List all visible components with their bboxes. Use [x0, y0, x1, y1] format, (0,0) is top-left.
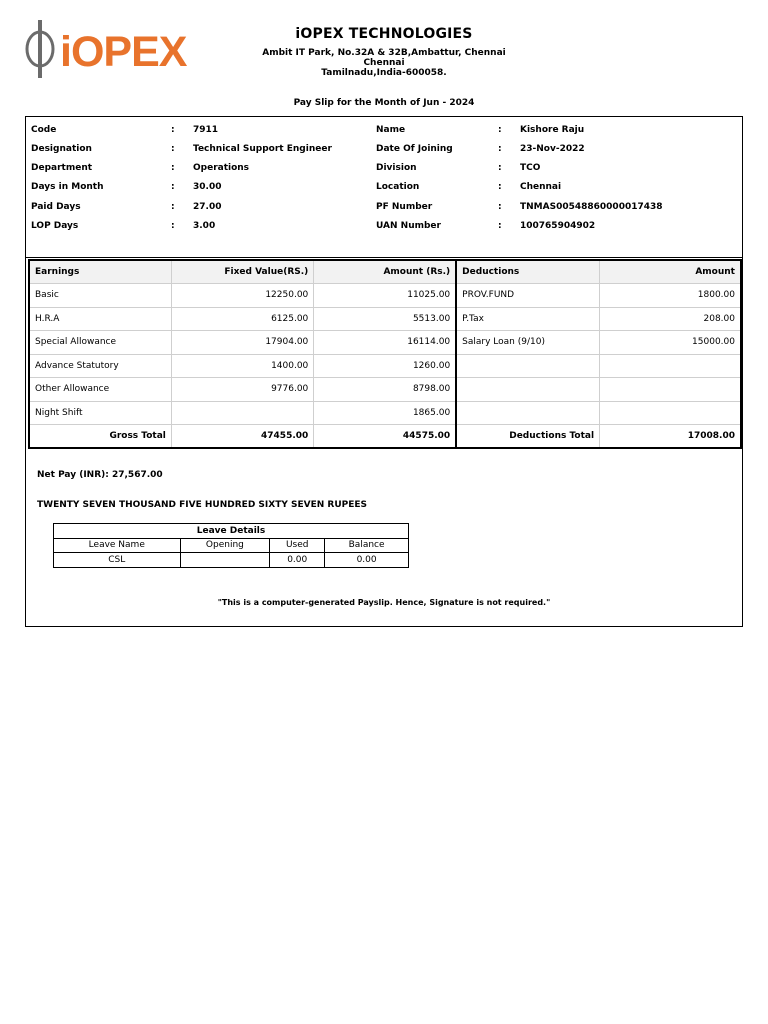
earning-fixed: 17904.00	[171, 331, 313, 355]
leave-used: 0.00	[270, 553, 325, 568]
earning-amount: 16114.00	[314, 331, 456, 355]
value-days-in-month: 30.00	[193, 182, 222, 192]
table-row	[29, 307, 741, 331]
leave-header-opening: Opening	[180, 538, 270, 553]
label-division: Division	[376, 163, 417, 173]
label-uan-number: UAN Number	[376, 221, 441, 231]
label-paid-days: Paid Days	[31, 202, 81, 212]
leave-opening	[180, 553, 270, 568]
label-location: Location	[376, 182, 420, 192]
header-amount: Amount (Rs.)	[314, 260, 456, 284]
colon: :	[498, 125, 502, 135]
footer-note: "This is a computer-generated Payslip. Hence, Signature is not required."	[217, 598, 551, 607]
table-row	[29, 378, 741, 402]
gross-total-fixed: 47455.00	[171, 425, 313, 449]
earning-amount: 8798.00	[314, 378, 456, 402]
table-row	[29, 331, 741, 355]
earning-amount: 5513.00	[314, 307, 456, 331]
value-department: Operations	[193, 163, 250, 173]
label-days-in-month: Days in Month	[31, 182, 104, 192]
colon: :	[171, 202, 175, 212]
deduction-amount: 208.00	[600, 307, 741, 331]
earning-fixed: 1400.00	[171, 354, 313, 378]
address-line-3: Tamilnadu,India-600058.	[321, 68, 447, 78]
earning-amount: 1260.00	[314, 354, 456, 378]
leave-name: CSL	[54, 553, 181, 568]
header-earnings: Earnings	[29, 260, 171, 284]
colon: :	[171, 221, 175, 231]
header-deductions: Deductions	[456, 260, 599, 284]
leave-header-used: Used	[270, 538, 325, 553]
deduction-name: PROV.FUND	[456, 284, 599, 308]
value-paid-days: 27.00	[193, 202, 222, 212]
label-pf-number: PF Number	[376, 202, 433, 212]
deduction-amount: 15000.00	[600, 331, 741, 355]
deduction-amount	[600, 401, 741, 425]
earning-fixed	[171, 401, 313, 425]
colon: :	[498, 163, 502, 173]
leave-header-balance: Balance	[325, 538, 409, 553]
deductions-total-label: Deductions Total	[456, 425, 599, 449]
colon: :	[498, 182, 502, 192]
header-deduction-amount: Amount	[600, 260, 741, 284]
net-pay-in-words: TWENTY SEVEN THOUSAND FIVE HUNDRED SIXTY SEVEN RUPEES	[37, 500, 368, 510]
deduction-amount	[600, 378, 741, 402]
earning-fixed: 9776.00	[171, 378, 313, 402]
logo-text: iOPEX	[60, 28, 187, 76]
earning-name: H.R.A	[29, 307, 171, 331]
payslip-frame	[25, 116, 743, 627]
label-date-of-joining: Date Of Joining	[376, 144, 453, 154]
net-pay: Net Pay (INR): 27,567.00	[37, 470, 163, 480]
gross-total-amount: 44575.00	[314, 425, 456, 449]
table-row	[54, 553, 409, 568]
value-lop-days: 3.00	[193, 221, 216, 231]
value-uan-number: 100765904902	[520, 221, 596, 231]
table-row	[29, 401, 741, 425]
earning-amount: 1865.00	[314, 401, 456, 425]
totals-row	[29, 425, 741, 449]
earning-name: Night Shift	[29, 401, 171, 425]
value-date-of-joining: 23-Nov-2022	[520, 144, 585, 154]
deductions-total-amount: 17008.00	[600, 425, 741, 449]
deduction-amount: 1800.00	[600, 284, 741, 308]
colon: :	[498, 144, 502, 154]
colon: :	[171, 125, 175, 135]
earning-fixed: 12250.00	[171, 284, 313, 308]
deduction-name: P.Tax	[456, 307, 599, 331]
deduction-name	[456, 378, 599, 402]
deduction-name	[456, 354, 599, 378]
earning-name: Advance Statutory	[29, 354, 171, 378]
leave-details-table	[53, 523, 409, 568]
label-name: Name	[376, 125, 406, 135]
value-location: Chennai	[520, 182, 562, 192]
table-row	[29, 354, 741, 378]
value-designation: Technical Support Engineer	[193, 144, 332, 154]
section-divider	[26, 257, 742, 258]
table-row	[29, 284, 741, 308]
colon: :	[171, 163, 175, 173]
value-name: Kishore Raju	[520, 125, 585, 135]
label-code: Code	[31, 125, 57, 135]
earning-name: Special Allowance	[29, 331, 171, 355]
company-name: iOPEX TECHNOLOGIES	[295, 26, 473, 42]
deduction-amount	[600, 354, 741, 378]
deduction-name	[456, 401, 599, 425]
leave-balance: 0.00	[325, 553, 409, 568]
earning-name: Other Allowance	[29, 378, 171, 402]
earning-amount: 11025.00	[314, 284, 456, 308]
colon: :	[498, 202, 502, 212]
leave-details-caption: Leave Details	[54, 524, 409, 539]
label-designation: Designation	[31, 144, 92, 154]
table-header-row	[29, 260, 741, 284]
earning-name: Basic	[29, 284, 171, 308]
earning-fixed: 6125.00	[171, 307, 313, 331]
address-line-2: Chennai	[363, 58, 405, 68]
gross-total-label: Gross Total	[29, 425, 171, 449]
colon: :	[171, 182, 175, 192]
label-department: Department	[31, 163, 93, 173]
payslip-title: Pay Slip for the Month of Jun - 2024	[293, 98, 475, 108]
address-line-1: Ambit IT Park, No.32A & 32B,Ambattur, Chennai	[262, 48, 506, 58]
deduction-name: Salary Loan (9/10)	[456, 331, 599, 355]
leave-header-row	[54, 538, 409, 553]
value-pf-number: TNMAS00548860000017438	[520, 202, 663, 212]
header-fixed-value: Fixed Value(RS.)	[171, 260, 313, 284]
label-lop-days: LOP Days	[31, 221, 79, 231]
value-code: 7911	[193, 125, 219, 135]
earnings-deductions-table	[28, 259, 742, 449]
colon: :	[498, 221, 502, 231]
value-division: TCO	[520, 163, 541, 173]
leave-header-name: Leave Name	[54, 538, 181, 553]
colon: :	[171, 144, 175, 154]
